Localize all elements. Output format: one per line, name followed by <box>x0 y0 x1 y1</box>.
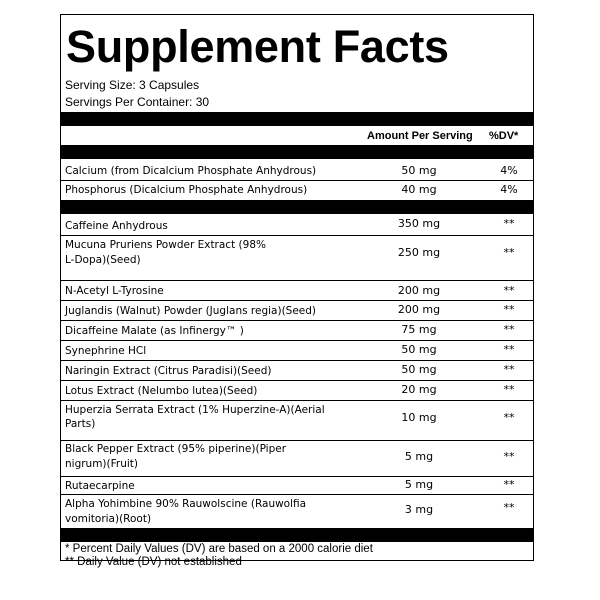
thick-divider-bottom <box>61 528 533 542</box>
ingredient-name: Alpha Yohimbine 90% Rauwolscine (Rauwolfia <box>65 498 307 510</box>
table-row <box>61 476 533 494</box>
ingredient-dv: ** <box>503 303 515 316</box>
ingredient-name: Caffeine Anhydrous <box>65 220 168 232</box>
ingredient-amount: 50 mg <box>401 343 437 356</box>
ingredient-amount: 200 mg <box>397 284 441 297</box>
ingredient-name: Lotus Extract (Nelumbo lutea)(Seed) <box>65 385 258 397</box>
ingredient-dv: ** <box>503 323 515 336</box>
thick-divider-header <box>61 145 533 159</box>
ingredient-name: Synephrine HCl <box>65 345 147 357</box>
ingredient-name: Mucuna Pruriens Powder Extract (98% <box>65 239 266 251</box>
table-row <box>61 215 533 235</box>
ingredient-dv: 4% <box>500 183 518 196</box>
ingredient-amount: 250 mg <box>397 246 441 259</box>
ingredient-name-cont: nigrum)(Fruit) <box>65 458 139 470</box>
serving-size: Serving Size: 3 Capsules <box>65 78 200 92</box>
ingredient-dv: ** <box>503 411 515 424</box>
ingredient-dv: ** <box>503 343 515 356</box>
ingredient-name: Black Pepper Extract (95% piperine)(Piper <box>65 443 287 455</box>
ingredient-dv: ** <box>503 450 515 463</box>
ingredient-name: Rutaecarpine <box>65 480 135 492</box>
ingredient-amount: 3 mg <box>404 503 434 516</box>
table-row <box>61 380 533 400</box>
ingredient-dv: ** <box>503 501 515 514</box>
table-row <box>61 494 533 527</box>
ingredient-name-cont: Parts) <box>65 418 96 430</box>
ingredient-dv: ** <box>503 217 515 230</box>
ingredient-name-cont: vomitoria)(Root) <box>65 513 152 525</box>
ingredient-amount: 50 mg <box>401 363 437 376</box>
ingredient-name: Juglandis (Walnut) Powder (Juglans regia)(Seed) <box>65 305 317 317</box>
panel-title: Supplement Facts <box>66 21 449 72</box>
ingredient-amount: 75 mg <box>401 323 437 336</box>
ingredient-amount: 350 mg <box>397 217 441 230</box>
ingredient-name-cont: L-Dopa)(Seed) <box>65 254 141 266</box>
thick-divider-mid <box>61 200 533 214</box>
amount-header: Amount Per Serving <box>367 130 473 142</box>
ingredient-name: Huperzia Serrata Extract (1% Huperzine-A)(Aerial <box>65 404 325 416</box>
ingredient-amount: 5 mg <box>404 450 434 463</box>
ingredient-name: N-Acetyl L-Tyrosine <box>65 285 164 297</box>
ingredient-amount: 40 mg <box>401 183 437 196</box>
ingredient-dv: ** <box>503 383 515 396</box>
table-row <box>61 320 533 340</box>
ingredient-amount: 10 mg <box>401 411 437 424</box>
table-row <box>61 235 533 280</box>
table-row <box>61 340 533 360</box>
table-row <box>61 161 533 180</box>
ingredient-amount: 20 mg <box>401 383 437 396</box>
table-row <box>61 440 533 476</box>
footnote-dv: * Percent Daily Values (DV) are based on a 2000 calorie diet <box>65 543 373 555</box>
ingredient-name: Calcium (from Dicalcium Phosphate Anhydrous) <box>65 165 317 177</box>
dv-header: %DV* <box>489 130 519 142</box>
thick-divider-top <box>61 112 533 126</box>
ingredient-dv: 4% <box>500 164 518 177</box>
ingredient-dv: ** <box>503 284 515 297</box>
ingredient-name: Phosphorus (Dicalcium Phosphate Anhydrous) <box>65 184 308 196</box>
ingredient-name: Naringin Extract (Citrus Paradisi)(Seed) <box>65 365 272 377</box>
ingredient-name: Dicaffeine Malate (as Infinergy™ ) <box>65 325 244 337</box>
ingredient-amount: 5 mg <box>404 478 434 491</box>
ingredient-amount: 50 mg <box>401 164 437 177</box>
table-row <box>61 400 533 440</box>
footnote-not-established: ** Daily Value (DV) not established <box>65 556 242 568</box>
supplement-facts-panel <box>60 14 534 568</box>
table-row <box>61 300 533 320</box>
ingredient-dv: ** <box>503 478 515 491</box>
table-row <box>61 360 533 380</box>
table-row <box>61 180 533 199</box>
ingredient-amount: 200 mg <box>397 303 441 316</box>
servings-per-container: Servings Per Container: 30 <box>65 95 210 109</box>
ingredient-dv: ** <box>503 363 515 376</box>
table-row <box>61 280 533 300</box>
ingredient-dv: ** <box>503 246 515 259</box>
